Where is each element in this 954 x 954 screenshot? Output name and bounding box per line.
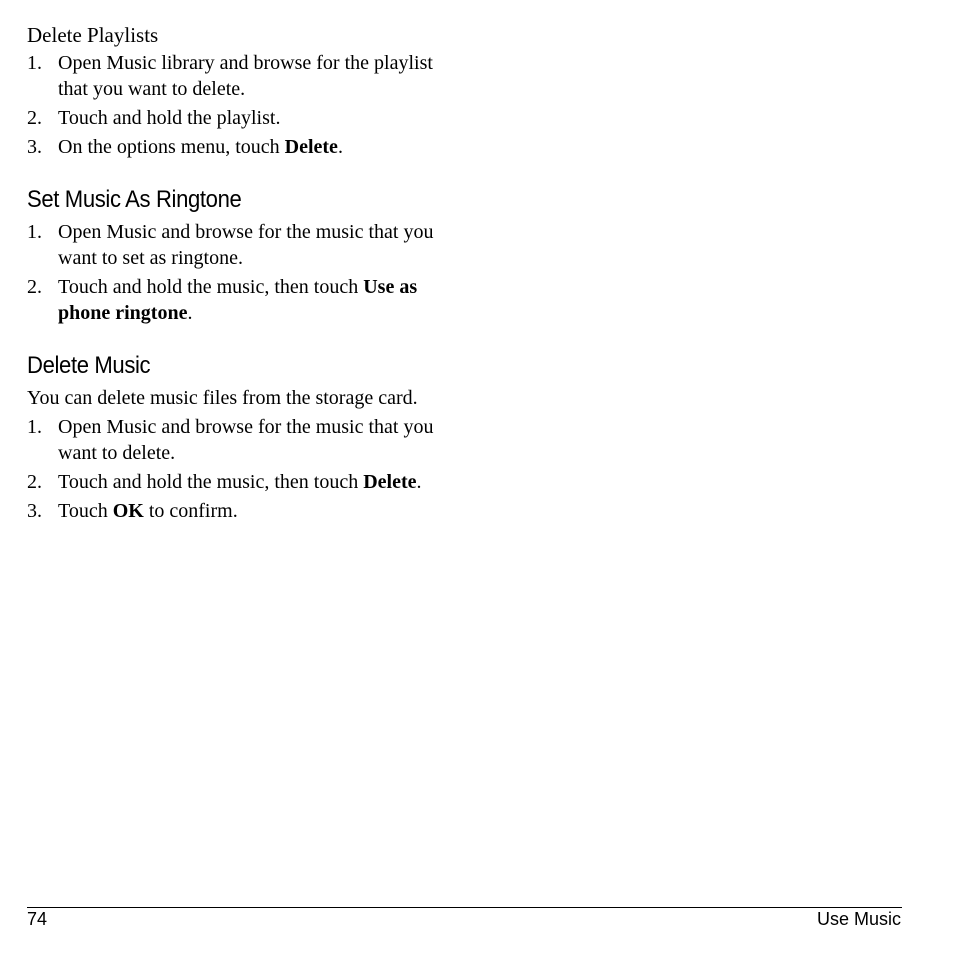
list-item xyxy=(27,50,442,102)
delete-playlists-steps xyxy=(27,50,442,160)
step-number: 3. xyxy=(27,136,42,158)
step-bold-term: OK xyxy=(112,500,144,522)
step-bold-term: Delete xyxy=(363,471,417,493)
list-item xyxy=(27,498,442,524)
chapter-title: Use Music xyxy=(816,909,901,929)
step-number: 1. xyxy=(27,52,42,74)
delete-playlists-heading: Delete Playlists xyxy=(27,23,159,47)
step-text: On the options menu, touch xyxy=(58,136,285,158)
step-number: 1. xyxy=(27,221,42,243)
page-content xyxy=(27,22,442,527)
step-number: 2. xyxy=(27,107,42,129)
step-text-end: . xyxy=(187,302,193,324)
list-item xyxy=(27,414,442,466)
step-text-end: to confirm. xyxy=(143,500,238,522)
list-item xyxy=(27,469,442,495)
step-text: Touch and hold the playlist. xyxy=(58,107,281,129)
step-text: Open Music and browse for the music that you want to set as ringtone. xyxy=(58,221,434,269)
step-number: 1. xyxy=(27,416,42,438)
step-number: 3. xyxy=(27,500,42,522)
step-text-end: . xyxy=(337,136,343,158)
step-number: 2. xyxy=(27,276,42,298)
step-text: Touch xyxy=(58,500,113,522)
page-number: 74 xyxy=(27,909,48,929)
list-item xyxy=(27,219,442,271)
set-ringtone-heading: Set Music As Ringtone xyxy=(27,186,242,213)
list-item xyxy=(27,105,442,131)
step-text: Touch and hold the music, then touch xyxy=(58,471,364,493)
footer-divider xyxy=(27,907,902,908)
delete-music-intro: You can delete music files from the storage card. xyxy=(27,387,418,409)
step-number: 2. xyxy=(27,471,42,493)
delete-music-steps xyxy=(27,414,442,524)
delete-music-heading: Delete Music xyxy=(27,352,151,379)
step-bold-term: Use as phone ringtone xyxy=(58,276,418,324)
step-text: Touch and hold the music, then touch xyxy=(58,276,364,298)
set-ringtone-steps xyxy=(27,219,442,326)
step-bold-term: Delete xyxy=(284,136,338,158)
step-text: Open Music library and browse for the playlist that you want to delete. xyxy=(58,52,433,100)
list-item xyxy=(27,134,442,160)
step-text-end: . xyxy=(416,471,422,493)
step-text: Open Music and browse for the music that you want to delete. xyxy=(58,416,434,464)
list-item xyxy=(27,274,442,326)
